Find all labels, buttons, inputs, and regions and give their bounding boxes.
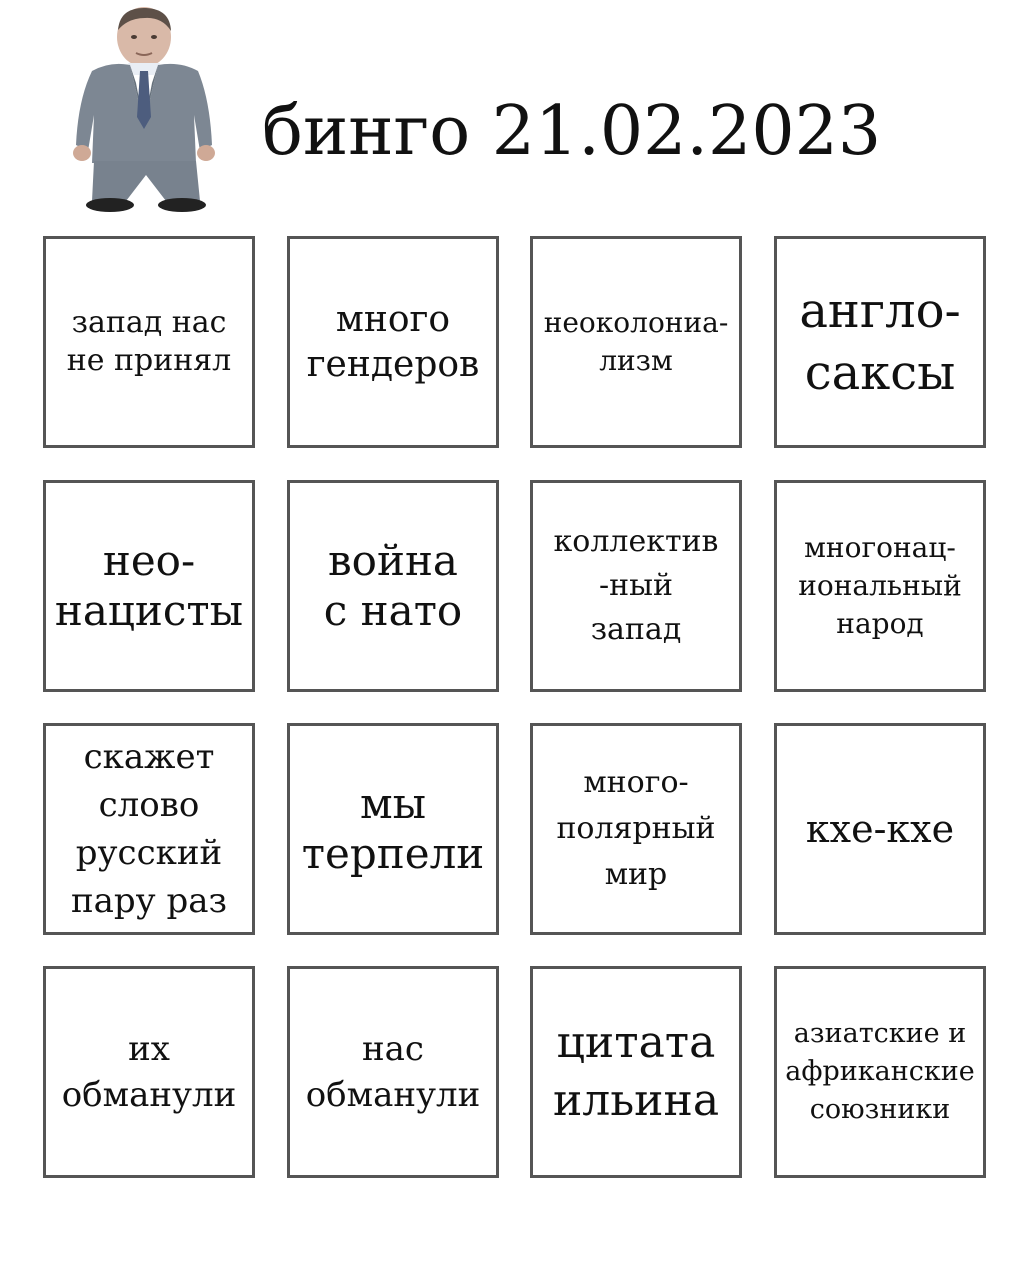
bingo-cell-text: азиатские и африканские союзники <box>785 1018 975 1125</box>
bingo-cell <box>530 966 742 1178</box>
bingo-cell-text: мы терпели <box>301 779 485 878</box>
bingo-cell <box>774 966 986 1178</box>
bingo-cell <box>43 966 255 1178</box>
trousers-shape <box>92 161 200 201</box>
bingo-cell <box>530 480 742 692</box>
bingo-cell <box>43 236 255 448</box>
shoe-left <box>86 198 134 212</box>
bingo-cell-text: цитата ильина <box>552 1017 720 1126</box>
shoe-right <box>158 198 206 212</box>
bingo-cell <box>287 966 499 1178</box>
bingo-cell <box>287 236 499 448</box>
bingo-cell <box>43 480 255 692</box>
bingo-cell <box>530 236 742 448</box>
bingo-cell <box>287 480 499 692</box>
bingo-cell <box>530 723 742 935</box>
bingo-cell-text: их обманули <box>61 1029 237 1115</box>
bingo-cell-text: война с нато <box>323 536 463 635</box>
bingo-cell <box>43 723 255 935</box>
bingo-cell-text: англо- саксы <box>799 283 961 401</box>
bingo-cell-text: много гендеров <box>306 299 480 385</box>
bingo-cell-text: нас обманули <box>305 1029 481 1115</box>
bingo-cell <box>774 723 986 935</box>
bingo-cell <box>774 236 986 448</box>
bingo-cell-text: кхе-кхе <box>805 806 955 851</box>
bingo-cell <box>774 480 986 692</box>
bingo-cell-text: много- полярный мир <box>556 765 716 892</box>
bingo-cell <box>287 723 499 935</box>
bingo-cell-text: коллектив -ный запад <box>553 524 719 647</box>
bingo-cell-text: неоколониа- лизм <box>543 306 729 377</box>
bingo-cell-text: многонац- иональный народ <box>798 531 962 640</box>
man-in-suit-image <box>50 5 240 215</box>
page-title: бинго 21.02.2023 <box>262 92 882 171</box>
bingo-cell-text: запад нас не принял <box>66 305 232 378</box>
bingo-cell-text: нео- нацисты <box>54 536 244 635</box>
bingo-cell-text: скажет слово русский пару раз <box>70 737 228 921</box>
tie-shape <box>137 71 151 129</box>
